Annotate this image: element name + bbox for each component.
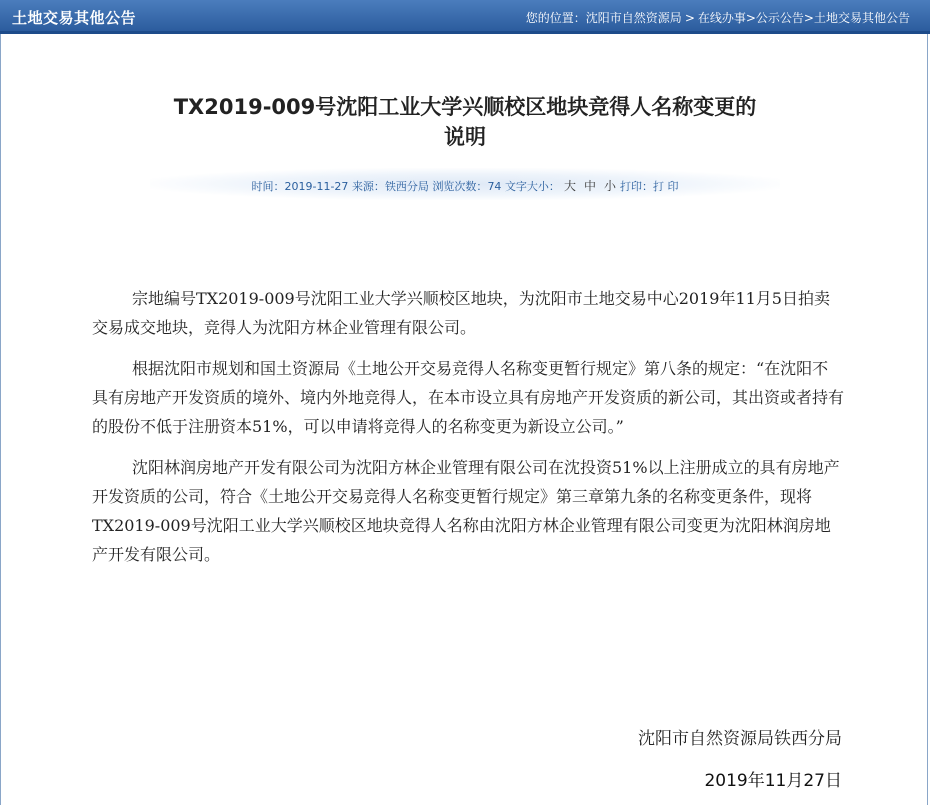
font-size-small-button[interactable]: 小	[603, 179, 616, 193]
article-body	[92, 284, 844, 581]
body-paragraph-2: 根据沈阳市规划和国土资源局《土地公开交易竞得人名称变更暂行规定》第八条的规定：“在沈阳不具有房地产开发资质的境外、境内外地竞得人，在本市设立具有房地产开发资质的新公司，其出资或者持有的股份不低于注册资本51%，可以申请将竞得人的名称变更为新设立公司。”	[92, 359, 845, 436]
issuer-signature: 沈阳市自然资源局铁西分局	[638, 729, 842, 749]
body-paragraph-1: 宗地编号TX2019-009号沈阳工业大学兴顺校区地块，为沈阳市土地交易中心2019年11月5日拍卖交易成交地块，竞得人为沈阳方林企业管理有限公司。	[92, 289, 830, 337]
section-header-bar	[0, 0, 930, 34]
breadcrumb-prefix: 您的位置：	[525, 11, 586, 25]
article-title-line1: TX2019-009号沈阳工业大学兴顺校区地块竞得人名称变更的	[173, 95, 757, 119]
article-meta	[0, 177, 930, 194]
meta-font-size-label: 文字大小：	[504, 180, 560, 193]
meta-source-label: 来源：	[351, 180, 385, 193]
breadcrumb-link-path[interactable]: 在线办事>公示公告>土地交易其他公告	[697, 11, 910, 25]
body-paragraph-3: 沈阳林润房地产开发有限公司为沈阳方林企业管理有限公司在沈投资51%以上注册成立的具有房地产开发资质的公司，符合《土地公开交易竞得人名称变更暂行规定》第三章第九条的名称变更条件，现将TX2019-009号沈阳工业大学兴顺校区地块竞得人名称由沈阳方林企业管理有限公司变更为沈阳林润房地产开发有限公司。	[92, 458, 840, 564]
meta-views-value: 74	[487, 180, 502, 193]
font-size-medium-button[interactable]: 中	[583, 179, 596, 193]
meta-views-label: 浏览次数：	[432, 180, 488, 193]
breadcrumb-separator: >	[684, 11, 695, 25]
font-size-large-button[interactable]: 大	[563, 179, 576, 193]
article-title-line2: 说明	[444, 125, 486, 149]
meta-print-label: 打印：	[619, 180, 653, 193]
article-title	[0, 92, 930, 152]
breadcrumb-link-home[interactable]: 沈阳市自然资源局	[585, 11, 682, 25]
meta-source-value: 铁西分局	[384, 180, 429, 193]
breadcrumb	[526, 9, 910, 26]
meta-time-value: 2019-11-27	[284, 180, 349, 193]
issue-date: 2019年11月27日	[704, 771, 842, 791]
print-button[interactable]: 打 印	[652, 180, 679, 193]
meta-time-label: 时间：	[251, 180, 285, 193]
section-title: 土地交易其他公告	[12, 9, 137, 27]
